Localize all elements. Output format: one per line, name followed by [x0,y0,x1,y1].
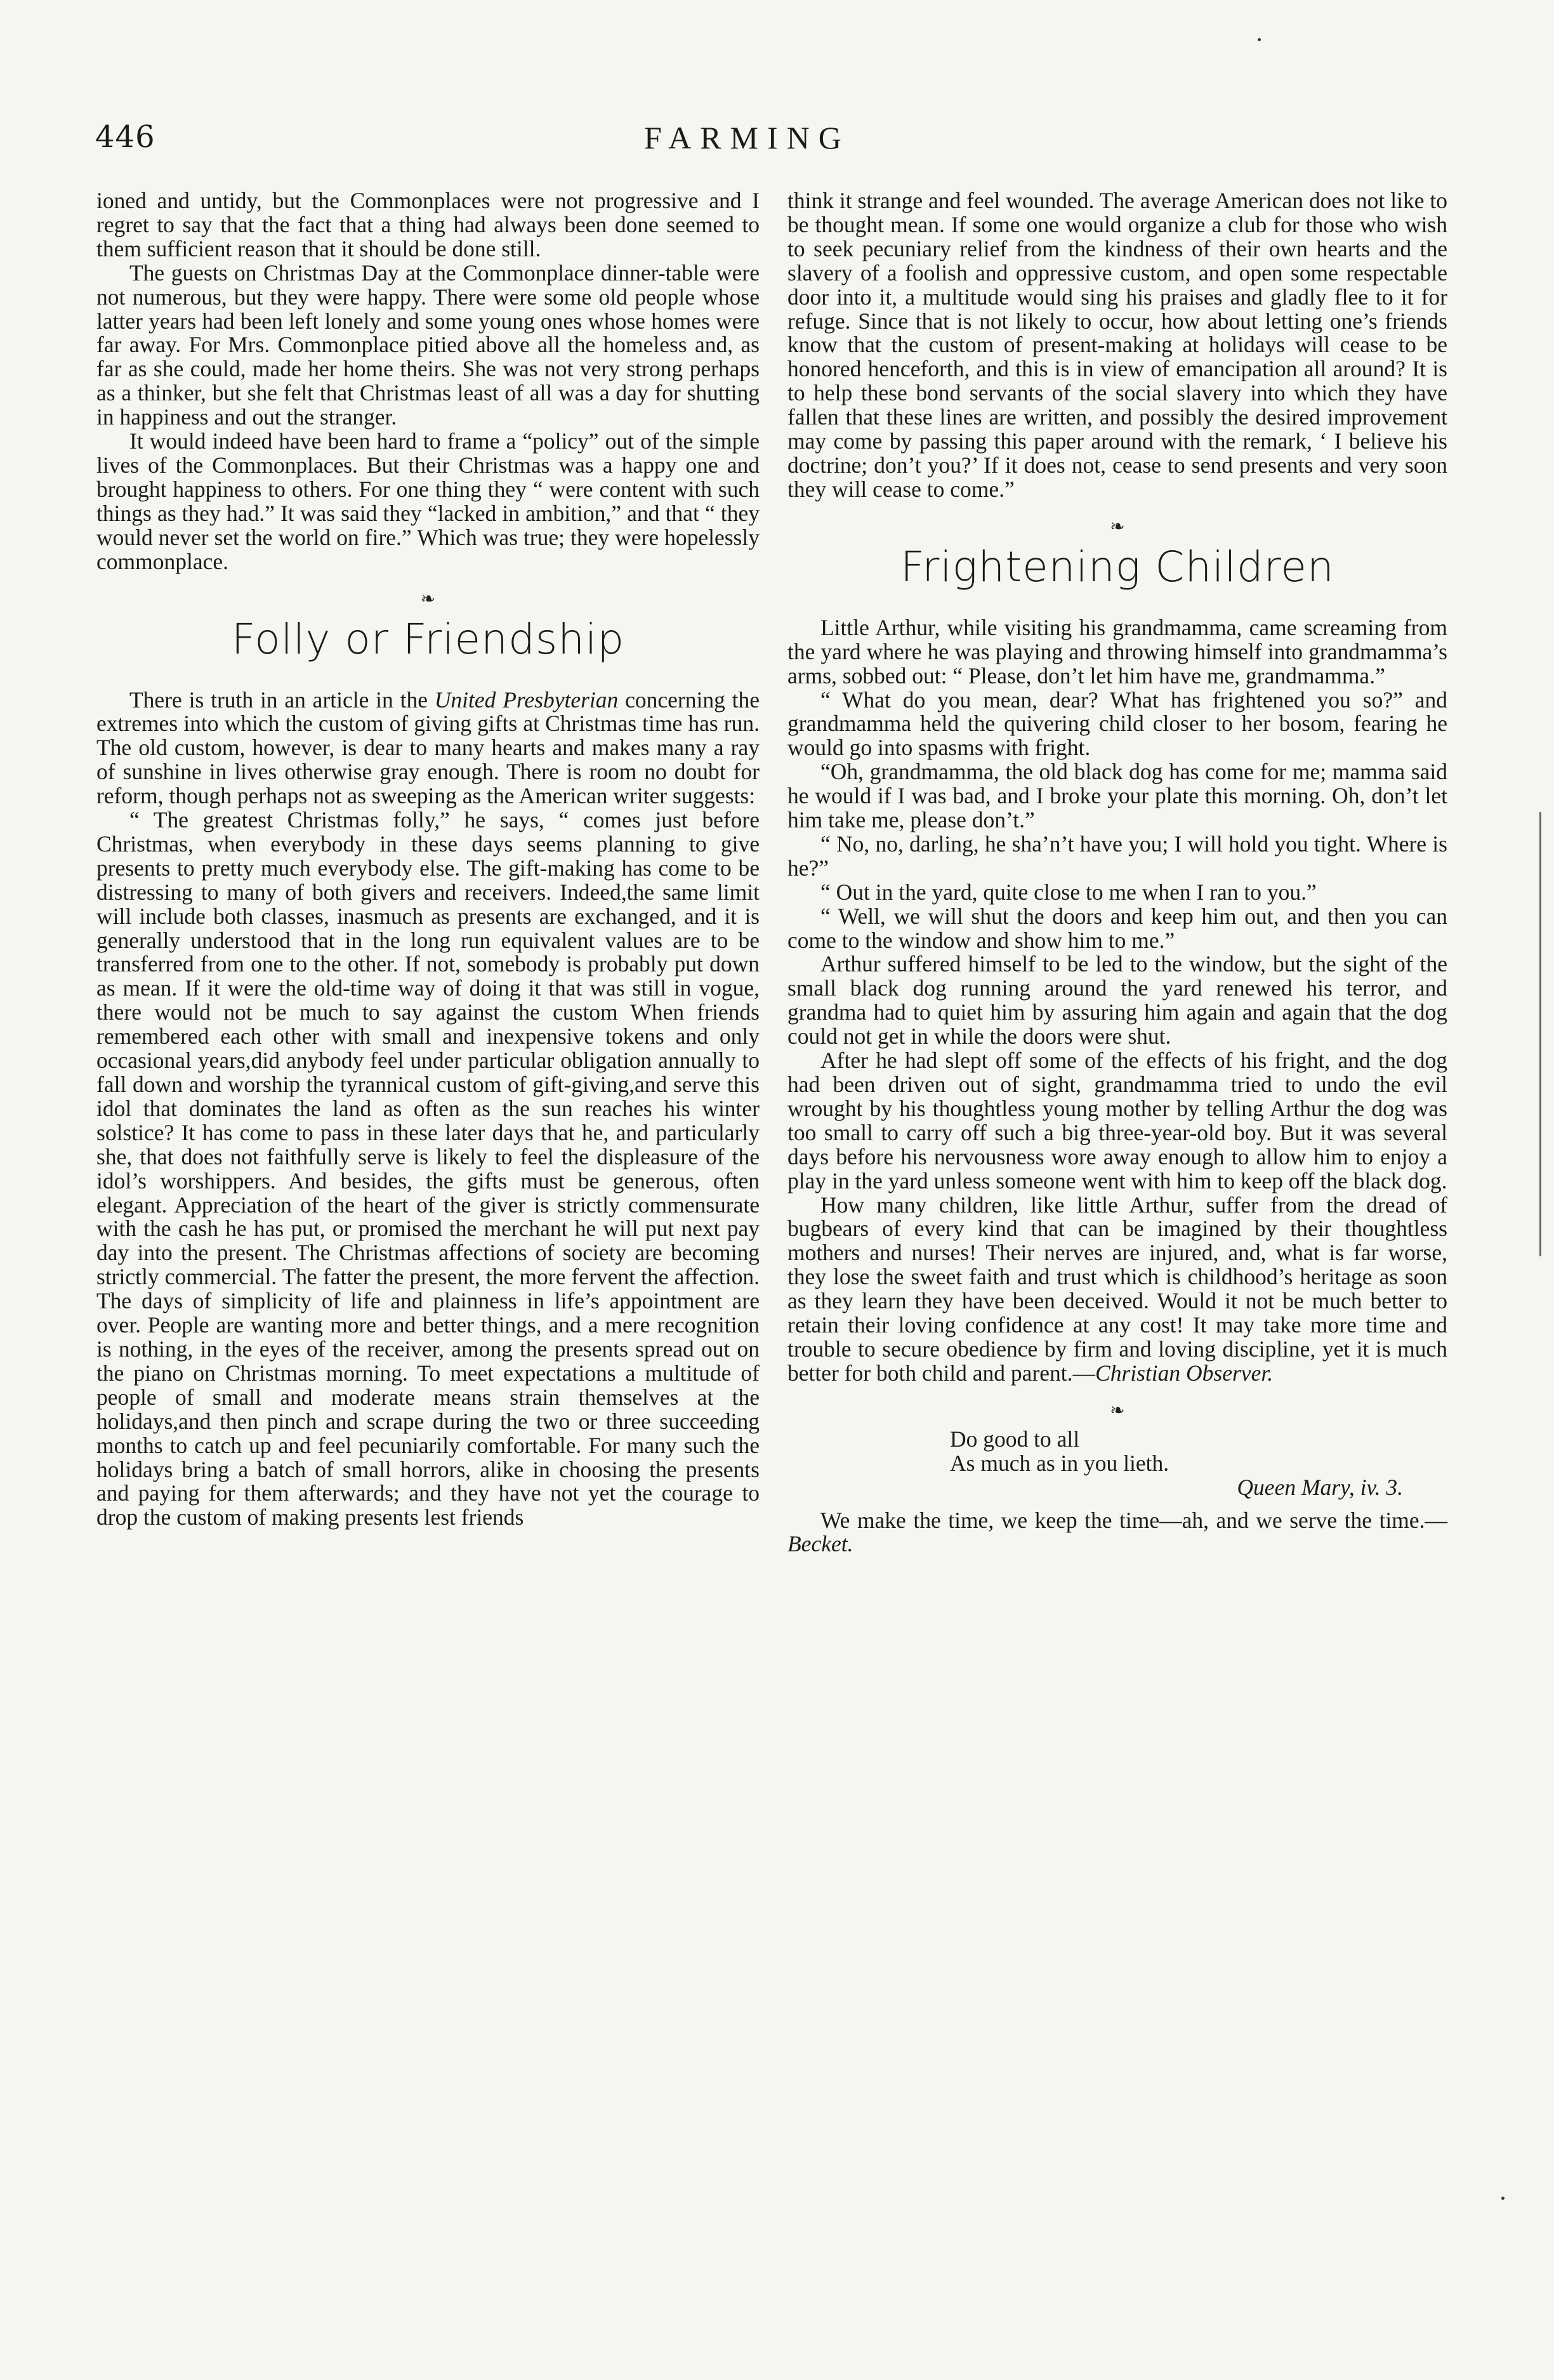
paragraph: The guests on Christmas Day at the Commonplace dinner-table were not numerous, but they were happy. There were some old people whose latter years had been left lonely and some young ones whose homes were far away. For Mrs. Commonplace pitied above all the homeless and, as far as she could, made her home theirs. She was not very strong perhaps as a thinker, but she felt that Christmas least of all was a day for shutting in happiness and out the stranger. [96,260,760,430]
quoted-paragraph: “ The greatest Christmas folly,” he says, “ comes just before Christmas, when everybody in these days seems planning to give presents to pretty much everybody else. The gift-making has come to be distressing to many of both givers and receivers. Indeed,the same limit will include both classes, inasmuch as presents are exchanged, and it is generally understood that in the long run equivalent values are to be transferred from one to the other. If not, somebody is probably put down as mean. If it were the old-time way of doing it that was still in vogue, there would not be much to say against the custom When friends remembered each other with small and inexpensive tokens and only occasional years,did anybody feel under particular obligation annually to fall down and worship the tyrannical custom of gift-giving,and serve this idol that dominates the land as often as the sun reaches his winter solstice? It has come to pass in these later days that he, and particularly she, that does not faithfully serve is likely to feel the displeasure of the idol’s worshippers. And besides, the gifts must be generous, often elegant. Appreciation of the heart of the giver is strictly commensurate with the cash he has put, or promised the merchant he will put next pay day into the present. The Christmas affections of society are becoming strictly commercial. The fatter the present, the more fervent the affection. The days of simplicity of life and plainness in life’s appointment are over. People are wanting more and better things, and a mere recognition is nothing, in the eyes of the receiver, among the presents spread out on the piano on Christmas morning. To meet expectations a multitude of people of small and moderate means strain themselves at the holidays,and then pinch and scrape during the two or three succeeding months to catch up and feel pecuniarily comfortable. For many such the holidays bring a batch of small horrors, alike in choosing the presents and paying for them afterwards; and they have not yet the courage to drop the custom of making presents lest friends [96,807,760,1530]
poem-line: Do good to all [950,1426,1080,1452]
poem-quote [787,1428,1447,1500]
left-column [96,189,760,1530]
ornament-icon: ❧ [1110,516,1125,537]
paragraph [787,1193,1447,1386]
paragraph: “ Out in the yard, quite close to me when I ran to you.” [820,879,1317,905]
paragraph [96,688,760,809]
paragraph: “ No, no, darling, he sha’n’t have you; I will hold you tight. Where is he?” [787,831,1447,881]
paragraph: “ What do you mean, dear? What has frightened you so?” and grandmamma held the quivering child closer to her bosom, fearing he would go into spasms with fright. [787,687,1447,761]
section-title-frightening-children: Frightening Children [900,542,1334,591]
running-head: FARMING [644,120,850,155]
paragraph [787,1509,1447,1557]
source-name: United Presbyterian [434,687,619,713]
source-name: Christian Observer. [1095,1360,1274,1386]
paragraph-text: There is truth in an article in the [129,687,435,713]
margin-rule [1539,812,1541,1256]
paragraph: It would indeed have been hard to frame a “policy” out of the simple lives of the Commonplaces. But their Christmas was a happy one and brought happiness to others. For one thing they “ were content with such things as they had.” It was said they “lacked in ambition,” and that “ they would never set the world on fire.” Which was true; they were hopelessly commonplace. [96,428,760,574]
section-title-folly-or-friendship: Folly or Friendship [231,614,625,664]
poem-line: As much as in you lieth. [950,1450,1169,1476]
right-column [787,189,1447,1556]
source-name: Becket. [787,1531,853,1557]
speck [1501,2197,1505,2200]
paragraph: “Oh, grandmamma, the old black dog has come for me; mamma said he would if I was bad, and I broke your plate this morning. Oh, don’t let him take me, please don’t.” [787,759,1447,833]
paragraph: ioned and untidy, but the Commonplaces were not progressive and I regret to say that the fact that a thing had always been done seemed to them sufficient reason that it should be done still. [96,188,760,261]
paragraph: “ Well, we will shut the doors and keep him out, and then you can come to the window and show him to me.” [787,903,1447,953]
paragraph: Little Arthur, while visiting his grandmamma, came screaming from the yard where he was playing and throwing himself into grandmamma’s arms, sobbed out: “ Please, don’t let him have me, grandmamma.” [787,614,1447,688]
ornament-icon: ❧ [1110,1400,1125,1421]
poem-attribution: Queen Mary, iv. 3. [1237,1474,1403,1500]
page-number: 446 [95,119,155,155]
paragraph: think it strange and feel wounded. The average American does not like to be thought mean. If some one would organize a club for those who wish to seek pecuniary relief from the kindness of their own hearts and the slavery of a foolish and oppressive custom, and open some respectable door into it, a multitude would sing his praises and gladly flee to it for refuge. Since that is not likely to occur, how about letting one’s friends know that the custom of present-making at holidays will cease to be honored henceforth, and this is in view of emancipation all around? It is to help these bond servants of the social slavery into which they have fallen that these lines are written, and possibly the desired improvement may come by passing this paper around with the remark, ‘ I believe his doctrine; don’t you?’ If it does not, cease to send presents and very soon they will cease to come.” [787,188,1447,502]
paragraph-text: concerning the extremes into which the custom of giving gifts at Christmas time has run. The old custom, however, is dear to many hearts and makes many a ray of sunshine in lives otherwise gray enough. There is room no doubt for reform, though perhaps not as sweeping as the American writer suggests: [96,687,760,809]
paragraph: Arthur suffered himself to be led to the window, but the sight of the small black dog running around the yard renewed his terror, and grandma had to quiet him by assuring him again and again that the dog could not get in while the doors were shut. [787,951,1447,1049]
ornament-icon: ❧ [420,589,436,609]
paragraph-text: We make the time, we keep the time—ah, and we serve the time.— [820,1507,1447,1533]
paragraph: After he had slept off some of the effects of his fright, and the dog had been driven out of sight, grandmamma tried to undo the evil wrought by his thoughtless young mother by telling Arthur the dog was too small to carry off such a big three-year-old boy. But it was several days before his nervousness wore away enough to allow him to enjoy a play in the yard unless someone went with him to keep off the black dog. [787,1048,1447,1193]
speck [1258,38,1261,41]
paragraph-text: How many children, like little Arthur, suffer from the dread of bugbears of every kind that can be imagined by their thoughtless mothers and nurses! Their nerves are injured, and, what is far worse, they lose the sweet faith and trust which is childhood’s heritage as soon as they learn they have been deceived. Would it not be much better to retain their loving confidence at any cost! It may take more time and trouble to secure obedience by firm and loving discipline, yet it is much better for both child and parent.— [787,1192,1447,1386]
